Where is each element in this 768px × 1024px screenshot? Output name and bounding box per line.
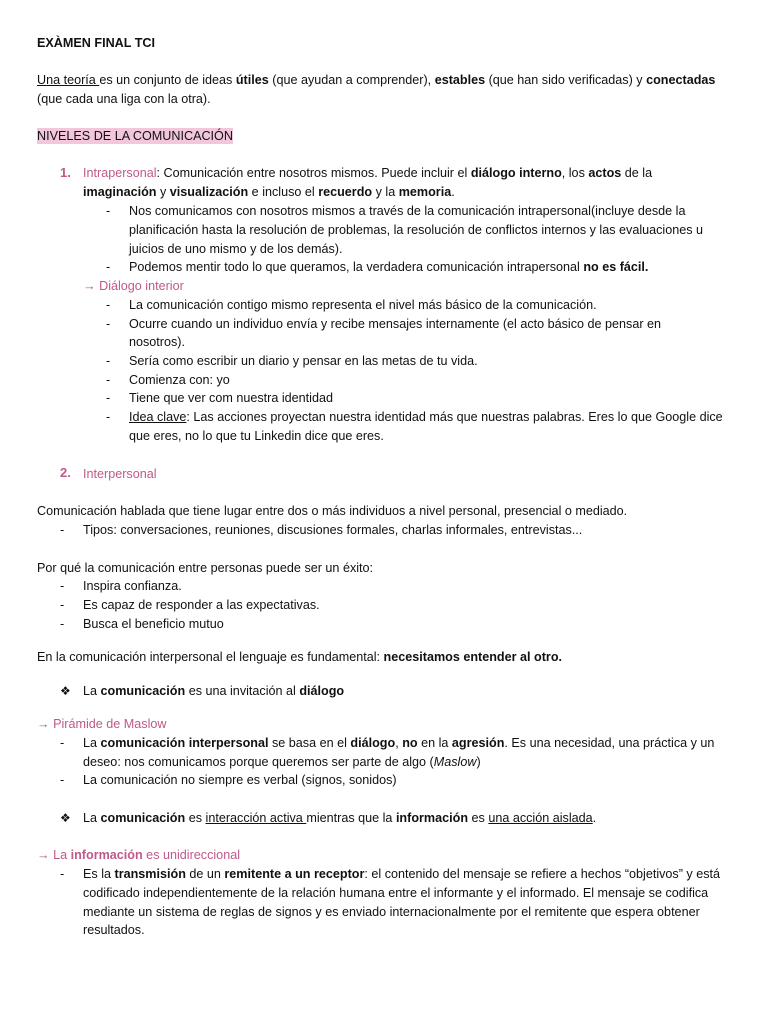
diamond2-text: La comunicación es interacción activa mientras que la información es una acción aislada. [83,811,597,825]
dialogo-bullet-5: Tiene que ver com nuestra identidad [129,391,333,405]
bullet-dash: - [60,523,65,537]
bullet-dash: - [106,373,111,387]
info-bullet-line2: codificado independientemente de la relación humana entre el informante y el informado. El mensaje se codifica [83,886,709,900]
bullet-dash: - [60,579,65,593]
bullet-dash: - [106,410,111,424]
item1-line-1: Intrapersonal: Comunicación entre nosotros mismos. Puede incluir el diálogo interno, los actos de la [83,166,653,180]
info-bullet-line1: Es la transmisión de un remitente a un receptor: el contenido del mensaje se refiere a hechos “objetivos” y está [83,867,721,881]
subheading-maslow: → Pirámide de Maslow [37,717,167,731]
bullet-dash: - [60,773,65,787]
para3: En la comunicación interpersonal el lenguaje es fundamental: necesitamos entender al otro. [37,650,563,664]
subheading-dialogo-interior: → Diálogo interior [83,279,184,293]
dialogo-bullet-6-line2: que eres, no lo que tu Linkedin dice que eres. [129,429,384,443]
item1-bullet-a-line1: Nos comunicamos con nosotros mismos a través de la comunicación intrapersonal(incluye desde la [129,204,686,218]
maslow-bullet-2: La comunicación no siempre es verbal (signos, sonidos) [83,773,397,787]
bullet-dash: - [106,391,111,405]
bullet-dash: - [106,354,111,368]
section-heading: NIVELES DE LA COMUNICACIÓN [37,129,233,143]
para2-bullet-1: Inspira confianza. [83,579,182,593]
maslow-bullet-1-line2: deseo: nos comunicamos porque queremos ser parte de algo (Maslow) [83,755,481,769]
diamond-bullet-icon: ❖ [60,811,71,825]
item1-bullet-a-line3: juicios de uno mismo y de los demás). [129,242,343,256]
para2: Por qué la comunicación entre personas puede ser un éxito: [37,561,374,575]
list-number-2: 2. [60,465,71,480]
para1: Comunicación hablada que tiene lugar entre dos o más individuos a nivel personal, presencial o mediado. [37,504,628,518]
diamond-bullet-icon: ❖ [60,684,71,698]
bullet-dash: - [106,260,111,274]
bullet-dash: - [60,617,65,631]
dialogo-bullet-2-line1: Ocurre cuando un individuo envía y recibe mensajes internamente (el acto básico de pensar en [129,317,662,331]
item1-line-2: imaginación y visualización e incluso el recuerdo y la memoria. [83,185,455,199]
dialogo-bullet-1: La comunicación contigo mismo representa el nivel más básico de la comunicación. [129,298,597,312]
diamond1-text: La comunicación es una invitación al diálogo [83,684,345,698]
info-bullet-line4: resultados. [83,923,145,937]
list-number-1: 1. [60,165,71,180]
info-bullet-line3: mediante un sistema de reglas de signos y es enviado internacionalmente por el remitente que espera obtener [83,905,700,919]
para2-bullet-3: Busca el beneficio mutuo [83,617,224,631]
bullet-dash: - [60,598,65,612]
para1-bullet: Tipos: conversaciones, reuniones, discusiones formales, charlas informales, entrevistas... [83,523,583,537]
bullet-dash: - [60,867,65,881]
subheading-informacion: → La información es unidireccional [37,848,240,862]
item1-bullet-b: Podemos mentir todo lo que queramos, la verdadera comunicación intrapersonal no es fácil. [129,260,649,274]
dialogo-bullet-2-line2: nosotros). [129,335,185,349]
bullet-dash: - [60,736,65,750]
dialogo-bullet-6-line1: Idea clave: Las acciones proyectan nuestra identidad más que nuestras palabras. Eres lo que Google dice [129,410,723,424]
bullet-dash: - [106,204,111,218]
dialogo-bullet-3: Sería como escribir un diario y pensar en las metas de tu vida. [129,354,478,368]
intro-line-2: (que cada una liga con la otra). [37,92,211,106]
item1-bullet-a-line2: planificación hasta la resolución de problemas, la resolución de conflictos internos y las evaluaciones u [129,223,704,237]
para2-bullet-2: Es capaz de responder a las expectativas. [83,598,320,612]
document-title: EXÀMEN FINAL TCI [37,36,156,50]
bullet-dash: - [106,317,111,331]
item2-label: Interpersonal [83,467,157,481]
maslow-bullet-1-line1: La comunicación interpersonal se basa en el diálogo, no en la agresión. Es una necesidad, una práctica y un [83,736,715,750]
dialogo-bullet-4: Comienza con: yo [129,373,230,387]
intro-line-1: Una teoría es un conjunto de ideas útiles (que ayudan a comprender), estables (que han sido verificadas) y conectadas [37,73,716,87]
bullet-dash: - [106,298,111,312]
